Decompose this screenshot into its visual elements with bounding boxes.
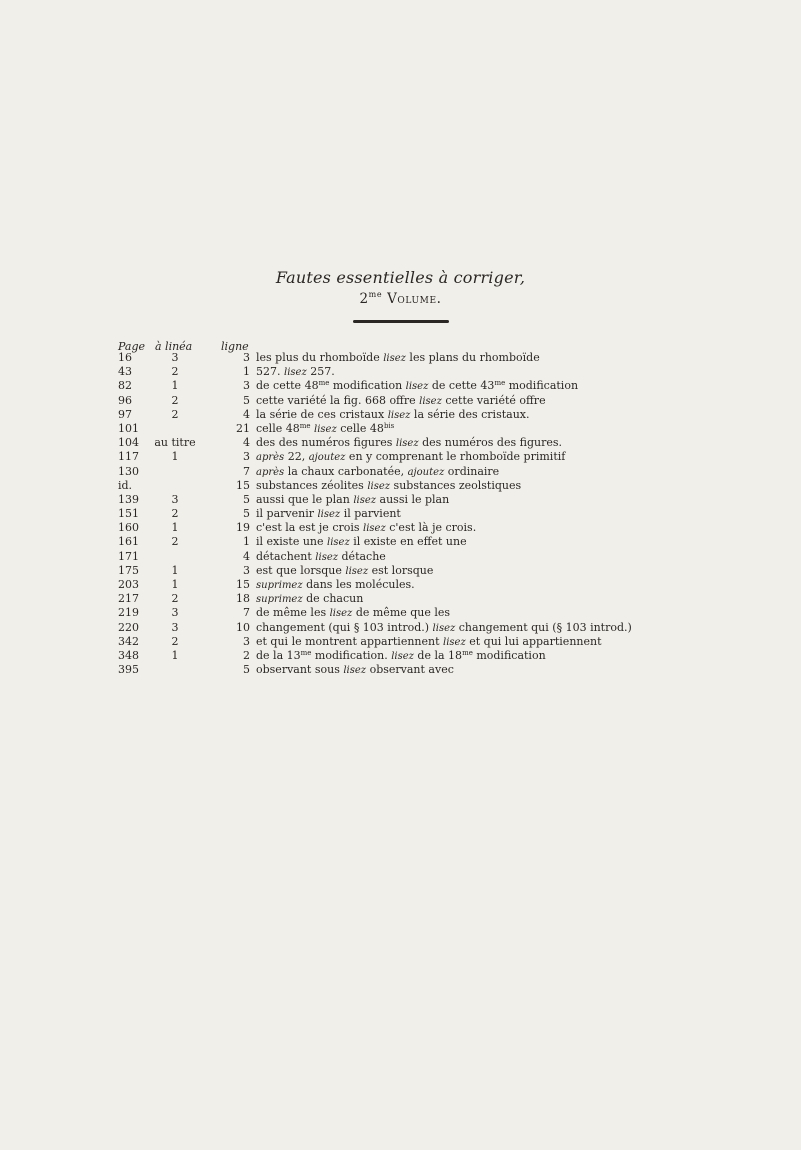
errata-row [0, 394, 801, 408]
errata-row [0, 465, 801, 479]
correction-fragment: cette variété offre [441, 393, 546, 407]
line-number: 7 [243, 464, 250, 478]
correction-keyword: après [256, 452, 285, 464]
correction-keyword: lisez [353, 494, 377, 506]
alinea-number: 2 [171, 592, 179, 606]
page-number: 342 [118, 634, 139, 648]
correction-keyword: lisez [367, 480, 391, 492]
correction-text [256, 379, 578, 394]
correction-text [256, 408, 529, 423]
correction-text [256, 564, 433, 579]
correction-fragment: aussi que le plan [256, 492, 354, 506]
column-header-ligne: ligne [221, 340, 249, 353]
correction-fragment: les plus du rhomboïde [256, 351, 384, 364]
page-title: Fautes essentielles à corriger, [275, 268, 526, 287]
correction-keyword: lisez [343, 665, 367, 677]
correction-text [256, 550, 386, 565]
ordinal-suffix: me [300, 648, 312, 657]
line-number: 3 [243, 634, 250, 648]
correction-fragment: modification. [311, 648, 392, 662]
line-number: 4 [243, 549, 250, 563]
correction-fragment: de même que les [352, 606, 451, 620]
line-number: 5 [243, 492, 250, 506]
correction-fragment: des des numéros figures [256, 436, 396, 450]
alinea-number: 1 [171, 521, 179, 535]
correction-fragment: c'est là je crois. [385, 521, 477, 535]
correction-fragment: dans les molécules. [302, 578, 415, 591]
errata-row [0, 578, 801, 592]
alinea-number: 1 [171, 578, 179, 591]
page-number: 104 [118, 436, 139, 450]
errata-row [0, 422, 801, 436]
correction-fragment: de la 18 [413, 648, 463, 662]
correction-text [256, 535, 467, 550]
alinea-number: 2 [171, 634, 179, 648]
correction-text [256, 450, 565, 465]
correction-fragment: aussi le plan [376, 492, 450, 506]
alinea-number: 1 [171, 379, 179, 393]
errata-row [0, 365, 801, 379]
correction-keyword: lisez [443, 636, 466, 648]
correction-text [256, 422, 394, 437]
correction-keyword: lisez [383, 353, 406, 364]
line-number: 3 [243, 563, 250, 577]
correction-fragment: c'est la est je crois [256, 521, 364, 535]
page-number: 160 [118, 521, 139, 535]
correction-text [256, 479, 521, 494]
correction-fragment: est lorsque [368, 563, 434, 577]
page-number: 171 [118, 549, 139, 563]
alinea-number: 3 [171, 606, 179, 620]
line-number: 21 [236, 421, 250, 435]
correction-text [256, 592, 363, 607]
page-number: 161 [118, 535, 139, 549]
errata-row [0, 592, 801, 606]
correction-fragment: modification [472, 648, 546, 662]
correction-fragment: et qui lui appartiennent [465, 634, 602, 648]
column-header-alinea: à linéa [155, 340, 193, 353]
ordinal-suffix: bis [383, 421, 395, 430]
line-number: 4 [243, 436, 250, 450]
correction-keyword: lisez [395, 438, 419, 450]
correction-fragment: changement qui (§ 103 introd.) [455, 620, 632, 634]
line-number: 2 [243, 648, 250, 662]
correction-fragment: 22, [284, 450, 309, 464]
ordinal-suffix: me [494, 379, 506, 388]
correction-fragment: cette variété la fig. 668 offre [256, 393, 420, 407]
correction-fragment: celle 48 [336, 421, 384, 435]
correction-text [256, 606, 450, 621]
page-number: 217 [118, 592, 139, 606]
line-number: 15 [236, 578, 250, 591]
correction-fragment: celle 48 [256, 421, 300, 435]
page-number: 96 [118, 393, 132, 407]
correction-fragment: et qui le montrent appartiennent [256, 634, 444, 648]
page-number: 220 [118, 620, 139, 634]
line-number: 18 [236, 592, 250, 606]
correction-keyword: suprimez [256, 580, 303, 591]
correction-keyword: lisez [391, 650, 414, 662]
correction-text [256, 365, 335, 380]
correction-text [256, 351, 540, 366]
alinea-number: 3 [171, 492, 179, 506]
page-number: 43 [118, 365, 132, 379]
correction-fragment: de cette 43 [428, 379, 495, 393]
page-number: 117 [118, 450, 139, 464]
correction-fragment: de chacun [302, 592, 364, 606]
correction-keyword: lisez [387, 409, 411, 421]
correction-keyword: lisez [327, 537, 350, 549]
line-number: 3 [243, 379, 250, 393]
page-number: 101 [118, 421, 139, 435]
correction-fragment: détachent [256, 549, 316, 563]
correction-fragment: observant avec [366, 663, 454, 677]
correction-fragment: de même les [256, 606, 330, 620]
ordinal-suffix: me [318, 379, 330, 388]
page-number: 130 [118, 464, 139, 478]
line-number: 5 [243, 507, 250, 521]
line-number: 1 [243, 535, 250, 549]
correction-text [256, 521, 476, 536]
correction-keyword: suprimez [256, 594, 303, 606]
correction-keyword: lisez [345, 565, 369, 577]
line-number: 3 [243, 450, 250, 464]
errata-row [0, 606, 801, 620]
page-number: 139 [118, 492, 139, 506]
line-number: 1 [243, 365, 250, 379]
correction-fragment: observant sous [256, 663, 344, 677]
alinea-number: 3 [171, 620, 179, 634]
errata-row [0, 663, 801, 677]
correction-fragment: la chaux carbonatée, [284, 464, 408, 478]
errata-row [0, 550, 801, 564]
correction-fragment: modification [329, 379, 406, 393]
volume-number: 2 [359, 291, 369, 307]
errata-row [0, 436, 801, 450]
correction-keyword: lisez [363, 523, 386, 535]
line-number: 3 [243, 351, 250, 364]
errata-row [0, 379, 801, 393]
page-number: 203 [118, 578, 139, 591]
errata-row [0, 521, 801, 535]
line-number: 15 [236, 478, 250, 492]
line-number: 10 [236, 620, 250, 634]
ordinal-suffix: me [299, 421, 311, 430]
volume-subtitle [0, 290, 801, 307]
correction-text [256, 663, 454, 678]
errata-row [0, 564, 801, 578]
correction-keyword: lisez [432, 622, 456, 634]
page-number: 82 [118, 379, 132, 393]
correction-text [256, 578, 415, 593]
correction-fragment: substances zeolstiques [390, 478, 522, 492]
correction-fragment: il parvient [340, 507, 401, 521]
correction-fragment: 257. [306, 365, 335, 379]
column-header-page: Page [118, 340, 146, 353]
correction-text [256, 621, 632, 636]
correction-text [256, 649, 546, 664]
correction-fragment: modification [505, 379, 579, 393]
page-number: 175 [118, 563, 139, 577]
alinea-number: 2 [171, 393, 179, 407]
correction-keyword: ajoutez [407, 466, 445, 478]
line-number: 5 [243, 393, 250, 407]
title-rule [353, 320, 449, 323]
alinea-number: 3 [171, 351, 179, 364]
errata-list [0, 351, 801, 677]
alinea-number: 2 [171, 535, 179, 549]
correction-text [256, 436, 562, 451]
correction-keyword: lisez [314, 423, 337, 435]
alinea-number: 1 [171, 450, 179, 464]
errata-row [0, 507, 801, 521]
alinea-number: 2 [171, 365, 179, 379]
alinea-number: 1 [171, 648, 179, 662]
correction-keyword: lisez [405, 381, 429, 393]
errata-row [0, 649, 801, 663]
alinea-number: 2 [171, 507, 179, 521]
line-number: 7 [243, 606, 250, 620]
ordinal-suffix: me [462, 648, 473, 657]
line-number: 4 [243, 407, 250, 421]
correction-keyword: lisez [317, 509, 341, 521]
page-number: 16 [118, 351, 132, 364]
correction-fragment: en y comprenant le rhomboïde primitif [345, 450, 566, 464]
correction-text [256, 394, 546, 409]
errata-row [0, 635, 801, 649]
page-number: 348 [118, 648, 139, 662]
correction-fragment: de cette 48 [256, 379, 319, 393]
page-number: 395 [118, 663, 139, 677]
line-number: 19 [236, 521, 250, 535]
correction-fragment: la série de ces cristaux [256, 407, 388, 421]
page-number: id. [118, 478, 133, 492]
correction-fragment: détache [338, 549, 386, 563]
correction-fragment: il existe en effet une [349, 535, 467, 549]
errata-row [0, 535, 801, 549]
correction-keyword: après [256, 466, 285, 478]
errata-row [0, 479, 801, 493]
correction-fragment: des numéros des figures. [418, 436, 562, 450]
errata-row [0, 493, 801, 507]
page-number: 151 [118, 507, 139, 521]
correction-text [256, 507, 401, 522]
correction-fragment: substances zéolites [256, 478, 368, 492]
volume-number-suffix: me [368, 290, 383, 299]
correction-fragment: il parvenir [256, 507, 318, 521]
line-number: 5 [243, 663, 250, 677]
correction-fragment: les plans du rhomboïde [405, 351, 540, 364]
errata-row [0, 408, 801, 422]
correction-text [256, 635, 602, 650]
correction-keyword: lisez [419, 395, 442, 407]
correction-fragment: 527. [256, 365, 284, 379]
alinea-number: 1 [171, 563, 179, 577]
correction-fragment: ordinaire [444, 464, 500, 478]
alinea-number: au titre [154, 436, 196, 450]
correction-text [256, 465, 499, 480]
correction-text [256, 493, 449, 508]
correction-fragment: il existe une [256, 535, 328, 549]
correction-keyword: ajoutez [308, 452, 346, 464]
correction-keyword: lisez [329, 608, 353, 620]
correction-keyword: lisez [315, 551, 339, 563]
alinea-number: 2 [171, 407, 179, 421]
errata-row [0, 621, 801, 635]
page-number: 97 [118, 407, 132, 421]
correction-keyword: lisez [284, 367, 307, 379]
correction-fragment: la série des cristaux. [410, 407, 530, 421]
volume-word: Volume. [387, 291, 442, 307]
errata-row [0, 450, 801, 464]
correction-fragment: changement (qui § 103 introd.) [256, 620, 433, 634]
page-number: 219 [118, 606, 139, 620]
errata-row [0, 351, 801, 365]
correction-fragment: est que lorsque [256, 563, 346, 577]
correction-fragment: de la 13 [256, 648, 301, 662]
